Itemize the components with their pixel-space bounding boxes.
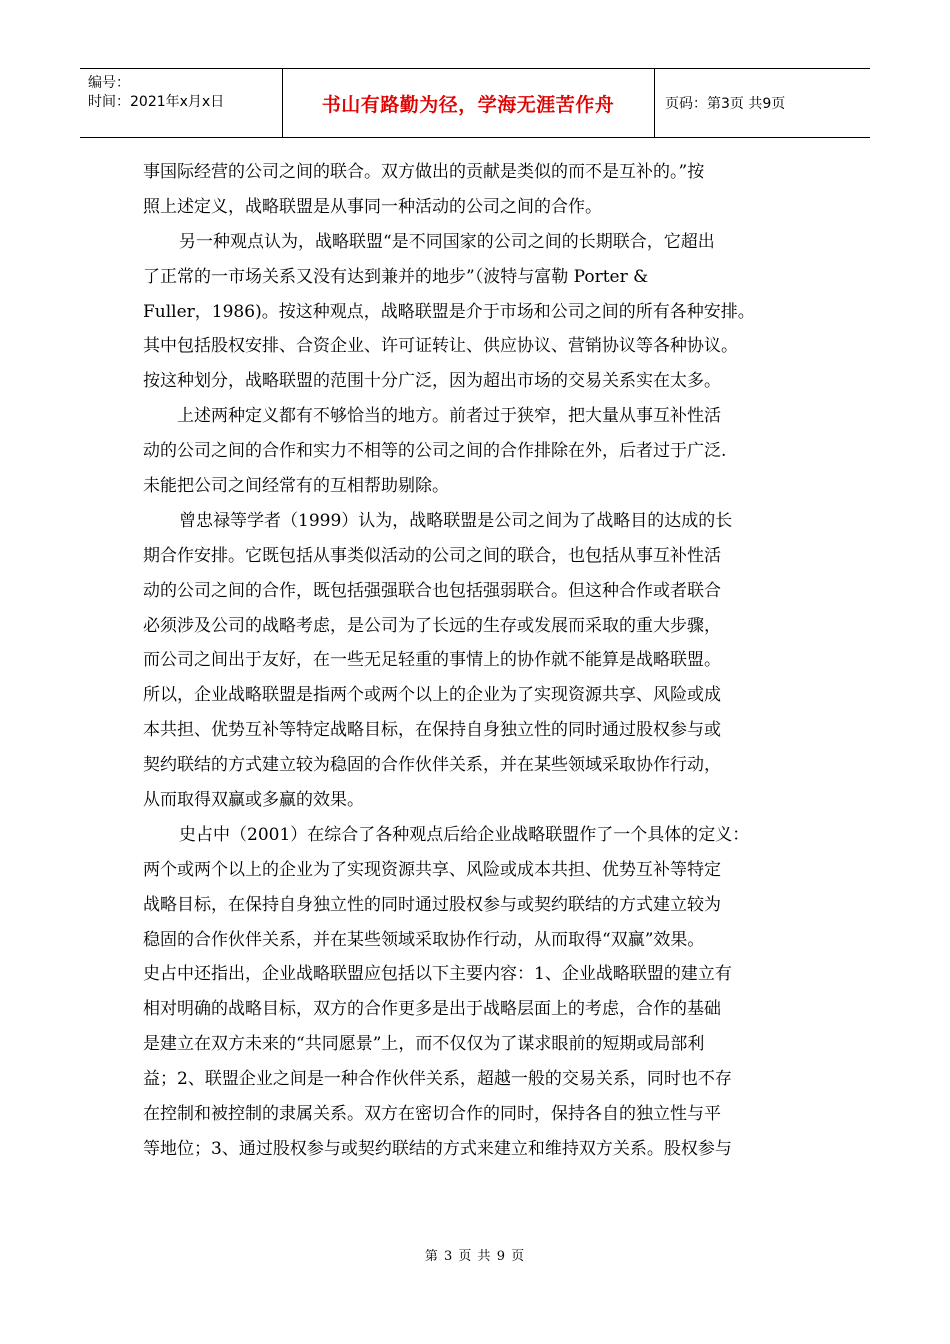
- page-info: 页码：第3页 共9页: [665, 96, 786, 112]
- text-line: 从而取得双赢或多赢的效果。: [143, 790, 364, 811]
- text-line: 相对明确的战略目标，双方的合作更多是出于战略层面上的考虑，合作的基础: [143, 999, 721, 1020]
- page-footer: 第 3 页 共 9 页: [424, 1249, 526, 1264]
- text-line: 契约联结的方式建立较为稳固的合作伙伴关系，并在某些领域采取协作行动，: [143, 755, 721, 776]
- text-line: 事国际经营的公司之间的联合。双方做出的贡献是类似的而不是互补的。”按: [143, 162, 705, 182]
- text-line: 动的公司之间的合作和实力不相等的公司之间的合作排除在外，后者过于广泛.: [143, 441, 727, 462]
- document-body: [143, 155, 813, 1167]
- text-line: 照上述定义，战略联盟是从事同一种活动的公司之间的合作。: [143, 196, 602, 217]
- header-page-info: [655, 69, 870, 137]
- header-motto-cell: [282, 69, 655, 137]
- text-line: 战略目标，在保持自身独立性的同时通过股权参与或契约联结的方式建立较为: [143, 894, 721, 915]
- text-line: 在控制和被控制的隶属关系。双方在密切合作的同时，保持各自的独立性与平: [143, 1104, 721, 1125]
- text-line: 本共担、优势互补等特定战略目标，在保持自身独立性的同时通过股权参与或: [143, 720, 721, 741]
- text-line: 是建立在双方未来的“共同愿景”上，而不仅仅为了谋求眼前的短期或局部利: [143, 1034, 705, 1055]
- text-line: 曾忠禄等学者（1999）认为，战略联盟是公司之间为了战略目的达成的长: [179, 510, 733, 531]
- text-line: 而公司之间出于友好，在一些无足轻重的事情上的协作就不能算是战略联盟。: [143, 650, 721, 671]
- text-line: 未能把公司之间经常有的互相帮助剔除。: [143, 476, 449, 497]
- text-line: 其中包括股权安排、合资企业、许可证转让、供应协议、营销协议等各种协议。: [143, 336, 738, 357]
- text-line: 益；2、联盟企业之间是一种合作伙伴关系，超越一般的交易关系，同时也不存: [143, 1069, 732, 1090]
- serial-label: 编号：: [88, 75, 130, 91]
- text-line: Fuller，1986)。按这种观点，战略联盟是介于市场和公司之间的所有各种安排。: [143, 301, 755, 322]
- text-line: 动的公司之间的合作，既包括强强联合也包括强弱联合。但这种合作或者联合: [143, 580, 721, 601]
- text-line: 史占中（2001）在综合了各种观点后给企业战略联盟作了一个具体的定义：: [179, 824, 750, 845]
- text-line: 等地位；3、通过股权参与或契约联结的方式来建立和维持双方关系。股权参与: [143, 1138, 732, 1159]
- text-line: 上述两种定义都有不够恰当的地方。前者过于狭窄，把大量从事互补性活: [177, 406, 721, 427]
- date-line: 时间：2021年x月x日: [88, 94, 225, 110]
- text-line: 另一种观点认为，战略联盟“是不同国家的公司之间的长期联合，它超出: [179, 231, 715, 252]
- page-header: [80, 68, 870, 138]
- text-line: 稳固的合作伙伴关系，并在某些领域采取协作行动，从而取得“双赢”效果。: [143, 929, 705, 950]
- text-line: 必须涉及公司的战略考虑，是公司为了长远的生存或发展而采取的重大步骤，: [143, 615, 721, 636]
- motto: 书山有路勤为径，学海无涯苦作舟: [321, 93, 615, 116]
- text-line: 按这种划分，战略联盟的范围十分广泛，因为超出市场的交易关系实在太多。: [143, 371, 721, 392]
- text-line: 期合作安排。它既包括从事类似活动的公司之间的联合，也包括从事互补性活: [143, 545, 721, 566]
- text-line: 史占中还指出，企业战略联盟应包括以下主要内容：1、企业战略联盟的建立有: [143, 964, 732, 985]
- text-line: 了正常的一市场关系又没有达到兼并的地步”（波特与富勒 Porter &: [143, 266, 649, 287]
- text-line: 所以，企业战略联盟是指两个或两个以上的企业为了实现资源共享、风险或成: [143, 685, 721, 706]
- header-meta: [80, 69, 283, 137]
- text-line: 两个或两个以上的企业为了实现资源共享、风险或成本共担、优势互补等特定: [143, 859, 721, 880]
